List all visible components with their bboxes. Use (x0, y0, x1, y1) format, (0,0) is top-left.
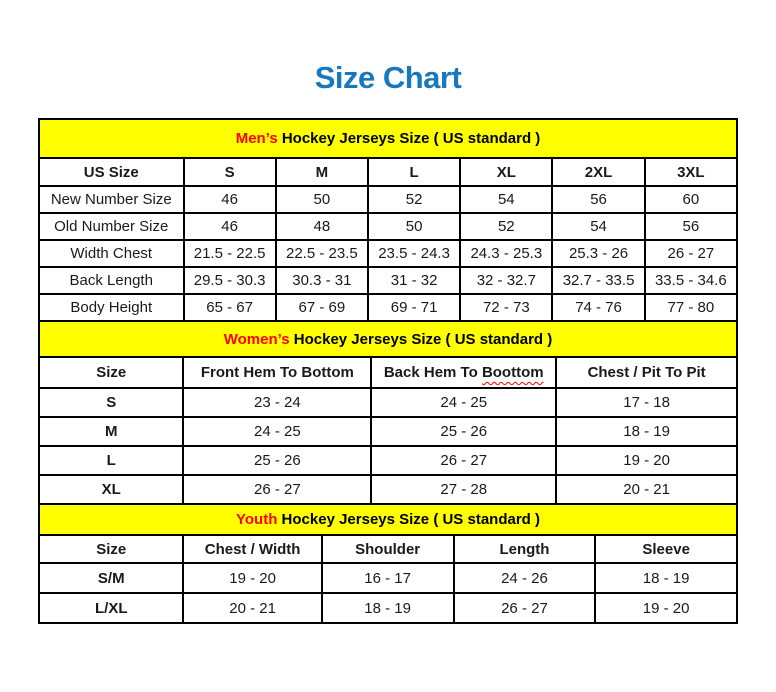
mens-band-title: Hockey Jerseys Size ( US standard ) (277, 130, 541, 147)
womens-column-header: Chest / Pit To Pit (556, 357, 737, 388)
youth-cell: 16 - 17 (322, 563, 454, 593)
womens-cell: 26 - 27 (371, 446, 556, 475)
womens-cell: 27 - 28 (371, 475, 556, 504)
mens-column-header: 2XL (552, 158, 644, 186)
youth-section-band (39, 504, 737, 535)
youth-cell: 24 - 26 (454, 563, 596, 593)
page-title: Size Chart (314, 60, 462, 95)
mens-cell: 33.5 - 34.6 (645, 267, 737, 294)
youth-cell: 19 - 20 (183, 563, 321, 593)
mens-cell: 29.5 - 30.3 (184, 267, 276, 294)
mens-section-band (39, 119, 737, 158)
mens-cell: 46 (184, 213, 276, 240)
youth-column-header: Shoulder (322, 535, 454, 563)
womens-table-row (39, 388, 737, 417)
youth-band-prefix: Youth (236, 511, 278, 528)
youth-row-label: S/M (39, 563, 183, 593)
mens-cell: 24.3 - 25.3 (460, 240, 552, 267)
womens-band-title: Hockey Jerseys Size ( US standard ) (289, 330, 553, 348)
womens-column-header: Back Hem To Boottom (371, 357, 556, 388)
womens-table-row (39, 417, 737, 446)
womens-column-header: Size (39, 357, 183, 388)
womens-row-label: L (39, 446, 183, 475)
size-chart-block (38, 118, 738, 624)
mens-table-row (39, 240, 737, 267)
mens-cell: 32 - 32.7 (460, 267, 552, 294)
womens-row-label: S (39, 388, 183, 417)
mens-cell: 22.5 - 23.5 (276, 240, 368, 267)
misspelled-word: Boottom (481, 364, 544, 381)
mens-column-header: 3XL (645, 158, 737, 186)
mens-cell: 69 - 71 (368, 294, 460, 321)
youth-cell: 20 - 21 (183, 593, 321, 623)
youth-column-header: Sleeve (595, 535, 737, 563)
womens-cell: 17 - 18 (556, 388, 737, 417)
mens-cell: 52 (460, 213, 552, 240)
mens-cell: 52 (368, 186, 460, 213)
youth-column-header: Chest / Width (183, 535, 321, 563)
youth-cell: 18 - 19 (322, 593, 454, 623)
youth-band-title: Hockey Jerseys Size ( US standard ) (277, 511, 540, 528)
womens-cell: 23 - 24 (183, 388, 371, 417)
mens-cell: 50 (368, 213, 460, 240)
mens-row-label: Old Number Size (39, 213, 184, 240)
youth-size-table (38, 503, 738, 624)
mens-cell: 25.3 - 26 (552, 240, 644, 267)
youth-cell: 18 - 19 (595, 563, 737, 593)
womens-cell: 26 - 27 (183, 475, 371, 504)
womens-row-label: XL (39, 475, 183, 504)
womens-cell: 25 - 26 (183, 446, 371, 475)
mens-band-prefix: Men’s (235, 130, 278, 147)
youth-column-header: Size (39, 535, 183, 563)
mens-cell: 26 - 27 (645, 240, 737, 267)
mens-cell: 30.3 - 31 (276, 267, 368, 294)
womens-band-prefix: Women’s (223, 330, 290, 348)
mens-cell: 67 - 69 (276, 294, 368, 321)
mens-table-row (39, 213, 737, 240)
mens-column-header: XL (460, 158, 552, 186)
womens-cell: 18 - 19 (556, 417, 737, 446)
mens-table-row (39, 186, 737, 213)
womens-size-table (38, 320, 738, 505)
mens-cell: 60 (645, 186, 737, 213)
womens-cell: 19 - 20 (556, 446, 737, 475)
womens-cell: 24 - 25 (183, 417, 371, 446)
youth-cell: 26 - 27 (454, 593, 596, 623)
mens-row-label: Body Height (39, 294, 184, 321)
mens-cell: 72 - 73 (460, 294, 552, 321)
womens-cell: 20 - 21 (556, 475, 737, 504)
mens-column-header: L (368, 158, 460, 186)
mens-cell: 32.7 - 33.5 (552, 267, 644, 294)
youth-column-header: Length (454, 535, 596, 563)
mens-column-header: M (276, 158, 368, 186)
womens-cell: 24 - 25 (371, 388, 556, 417)
mens-row-label: Back Length (39, 267, 184, 294)
mens-table-row (39, 267, 737, 294)
mens-cell: 56 (645, 213, 737, 240)
youth-table-row (39, 563, 737, 593)
womens-column-header: Front Hem To Bottom (183, 357, 371, 388)
mens-table-row (39, 294, 737, 321)
mens-cell: 65 - 67 (184, 294, 276, 321)
mens-column-header: US Size (39, 158, 184, 186)
mens-cell: 54 (552, 213, 644, 240)
mens-cell: 50 (276, 186, 368, 213)
womens-cell: 25 - 26 (371, 417, 556, 446)
mens-cell: 54 (460, 186, 552, 213)
mens-cell: 74 - 76 (552, 294, 644, 321)
youth-cell: 19 - 20 (595, 593, 737, 623)
mens-cell: 46 (184, 186, 276, 213)
mens-row-label: New Number Size (39, 186, 184, 213)
mens-size-table (38, 118, 738, 322)
mens-cell: 77 - 80 (645, 294, 737, 321)
womens-table-row (39, 475, 737, 504)
mens-row-label: Width Chest (39, 240, 184, 267)
youth-table-row (39, 593, 737, 623)
mens-cell: 48 (276, 213, 368, 240)
youth-row-label: L/XL (39, 593, 183, 623)
mens-cell: 56 (552, 186, 644, 213)
womens-row-label: M (39, 417, 183, 446)
mens-column-header: S (184, 158, 276, 186)
womens-section-band (39, 321, 737, 357)
mens-cell: 31 - 32 (368, 267, 460, 294)
mens-cell: 23.5 - 24.3 (368, 240, 460, 267)
womens-table-row (39, 446, 737, 475)
mens-cell: 21.5 - 22.5 (184, 240, 276, 267)
